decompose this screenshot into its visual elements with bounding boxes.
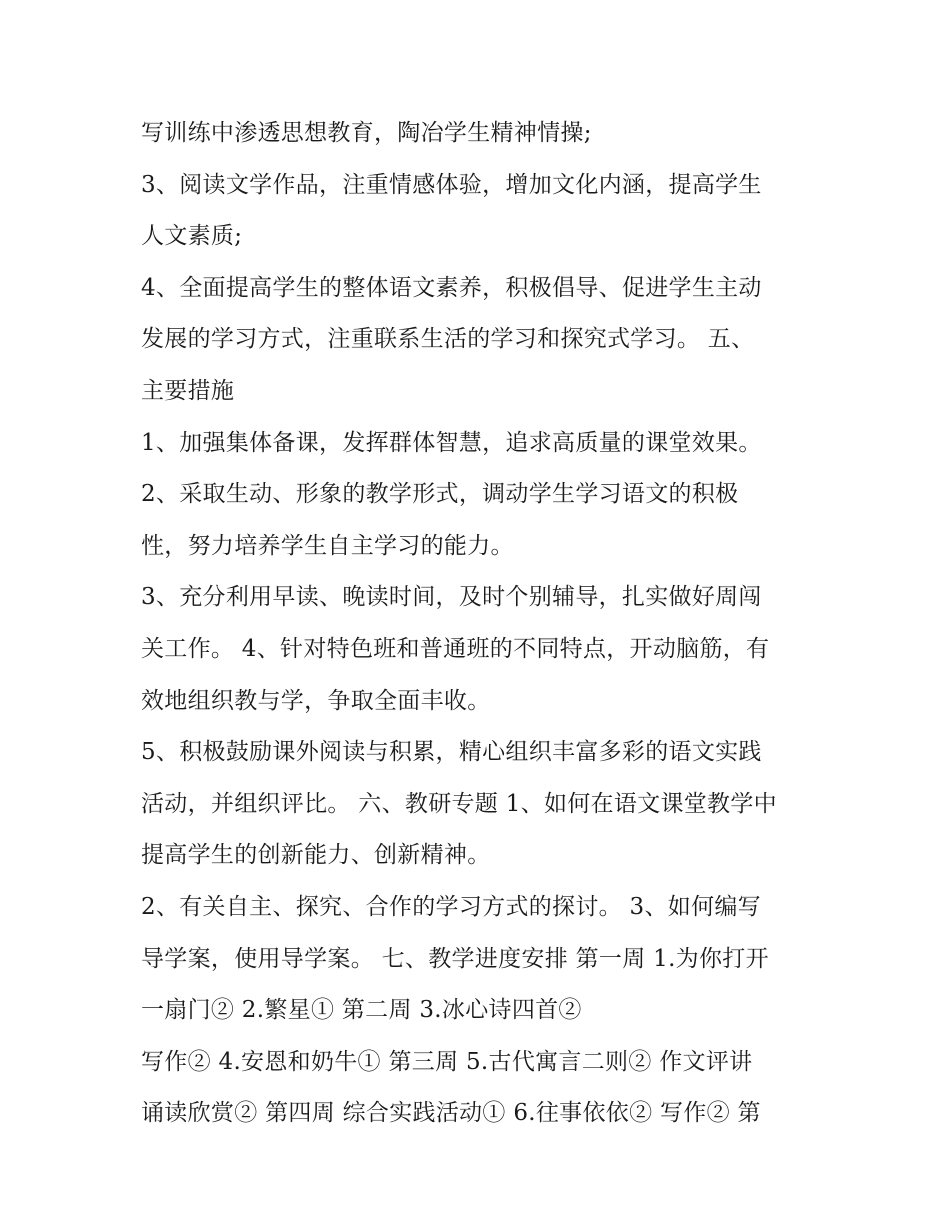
document-body: [141, 108, 821, 1140]
text-line: 2、采取生动、形象的教学形式，调动学生学习语文的积极: [141, 481, 739, 508]
text-line: 发展的学习方式，注重联系生活的学习和探究式学习。 五、: [141, 326, 755, 353]
text-line: 性，努力培养学生自主学习的能力。: [141, 532, 514, 559]
section-heading: 主要措施: [141, 377, 235, 404]
text-line: 写作② 4.安恩和奶牛① 第三周 5.古代寓言二则② 作文评讲: [141, 1048, 753, 1075]
text-line: 诵读欣赏② 第四周 综合实践活动① 6.往事依依② 写作② 第: [141, 1100, 761, 1127]
text-line: 效地组织教与学，争取全面丰收。: [141, 687, 491, 714]
text-line: 写训练中渗透思想教育，陶冶学生精神情操;: [141, 120, 592, 146]
text-line: 导学案，使用导学案。 七、教学进度安排 第一周 1.为你打开: [141, 945, 769, 972]
text-line: 3、阅读文学作品，注重情感体验，增加文化内涵，提高学生: [141, 171, 762, 198]
text-line: 活动，并组织评比。 六、教研专题 1、如何在语文课堂教学中: [141, 790, 777, 817]
text-line: 5、积极鼓励课外阅读与积累，精心组织丰富多彩的语文实践: [141, 739, 762, 766]
text-line: 人文素质;: [141, 223, 243, 250]
text-line: 4、全面提高学生的整体语文素养，积极倡导、促进学生主动: [141, 274, 762, 301]
text-line: 1、加强集体备课，发挥群体智慧，追求高质量的课堂效果。: [141, 429, 762, 456]
text-line: 3、充分利用早读、晚读时间，及时个别辅导，扎实做好周闯: [141, 584, 762, 611]
text-line: 一扇门② 2.繁星① 第二周 3.冰心诗四首②: [141, 997, 582, 1024]
text-line: 2、有关自主、探究、合作的学习方式的探讨。 3、如何编写: [141, 893, 761, 920]
text-line: 关工作。 4、针对特色班和普通班的不同特点，开动脑筋，有: [141, 635, 770, 662]
text-line: 提高学生的创新能力、创新精神。: [141, 842, 491, 869]
